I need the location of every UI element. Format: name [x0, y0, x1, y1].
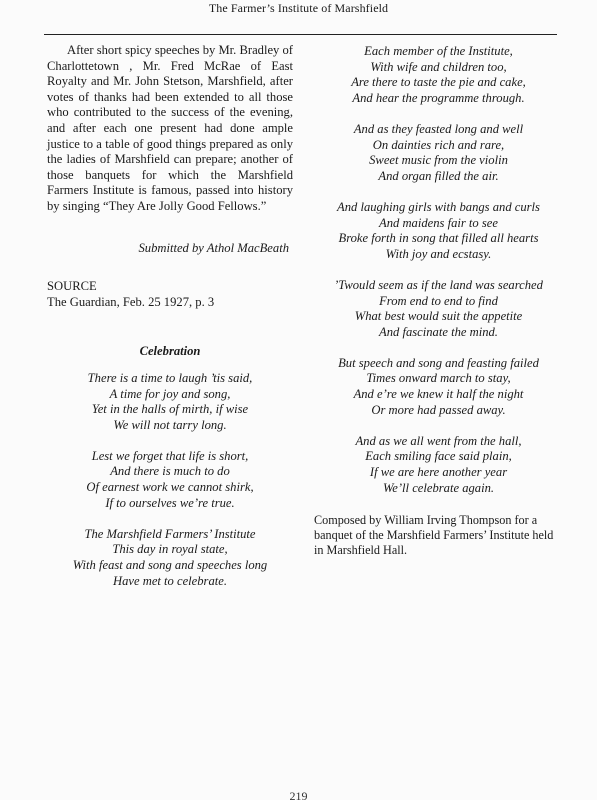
poem-line: From end to end to find — [379, 293, 498, 308]
poem-line: And maidens fair to see — [379, 215, 498, 230]
poem-line: With feast and song and speeches long — [72, 558, 268, 573]
poem-line: On dainties rich and rare, — [372, 137, 505, 152]
source-citation: The Guardian, Feb. 25 1927, p. 3 — [47, 294, 215, 309]
poem-line: With wife and children too, — [370, 59, 507, 74]
poem-stanza — [314, 278, 563, 340]
poem-line: And hear the programme through. — [352, 90, 525, 105]
poem-line: Of earnest work we cannot shirk, — [86, 480, 254, 495]
poem-line: We’ll celebrate again. — [382, 480, 495, 495]
poem-line: But speech and song and feasting failed — [338, 355, 539, 370]
poem-right — [314, 44, 563, 496]
poem-stanza — [314, 122, 563, 184]
poem-stanza — [314, 356, 563, 418]
poem-line: And organ filled the air. — [378, 168, 499, 183]
poem-line: ’Twould seem as if the land was searched — [334, 277, 543, 292]
right-column — [314, 44, 563, 558]
poem-title: Celebration — [139, 344, 201, 359]
poem-line: And there is much to do — [110, 464, 230, 479]
poem-line: And laughing girls with bangs and curls — [337, 199, 540, 214]
poem-line: With joy and ecstasy. — [385, 246, 492, 261]
poem-line: What best would suit the appetite — [354, 309, 523, 324]
poem-stanza — [47, 371, 293, 433]
poem-line: If we are here another year — [369, 465, 508, 480]
poem-stanza — [314, 200, 563, 262]
poem-line: There is a time to laugh ’tis said, — [87, 370, 253, 385]
poem-line: And as we all went from the hall, — [355, 433, 522, 448]
poem-line: Broke forth in song that filled all hearts — [338, 231, 539, 246]
page-number: 219 — [289, 789, 308, 803]
poem-line: And as they feasted long and well — [353, 121, 524, 136]
running-header: The Farmer’s Institute of Marshfield — [208, 1, 389, 15]
poem-stanza — [47, 527, 293, 589]
poem-line: A time for joy and song, — [109, 386, 231, 401]
poem-left — [47, 371, 293, 589]
poem-line: And fascinate the mind. — [379, 324, 498, 339]
poem-line: And e’re we knew it half the night — [353, 387, 524, 402]
poem-line: We will not tarry long. — [113, 417, 227, 432]
poem-line: Each member of the Institute, — [364, 44, 513, 58]
poem-line: Or more had passed away. — [371, 402, 506, 417]
poem-line: Sweet music from the violin — [369, 153, 508, 168]
poem-line: If to ourselves we’re true. — [105, 495, 235, 510]
poem-line: Lest we forget that life is short, — [91, 448, 249, 463]
poem-line: Are there to taste the pie and cake, — [351, 75, 526, 90]
poem-line: Times onward march to stay, — [366, 371, 511, 386]
poem-stanza — [314, 434, 563, 496]
poem-line: Each smiling face said plain, — [365, 449, 512, 464]
poem-line: This day in royal state, — [112, 542, 228, 557]
poem-stanza — [314, 44, 563, 106]
poem-stanza — [47, 449, 293, 511]
article-paragraph: After short spicy speeches by Mr. Bradley of Charlottetown , Mr. Fred McRae of East Royalty and Mr. John Stetson, Marshfield, after votes of thanks had been extended to all those who contributed to the success of the evening, and after each one present had done ample justice to a table of good things prepared as only the ladies of Marshfield can prepare; another of those banquets for which the Marshfield Farmers Institute is famous, passed into history by singing “They Are Jolly Good Fellows.” — [47, 43, 293, 213]
poem-line: Yet in the halls of mirth, if wise — [91, 402, 249, 417]
header-rule — [44, 34, 557, 35]
poem-line: The Marshfield Farmers’ Institute — [84, 526, 256, 541]
source-label: SOURCE — [47, 279, 97, 294]
poem-line: Have met to celebrate. — [113, 573, 227, 588]
poem-credit: Composed by William Irving Thompson for a banquet of the Marshfield Farmers’ Institute held in Marshfield Hall. — [314, 513, 554, 558]
left-column — [47, 43, 293, 589]
submitted-by: Submitted by Athol MacBeath — [138, 240, 289, 255]
